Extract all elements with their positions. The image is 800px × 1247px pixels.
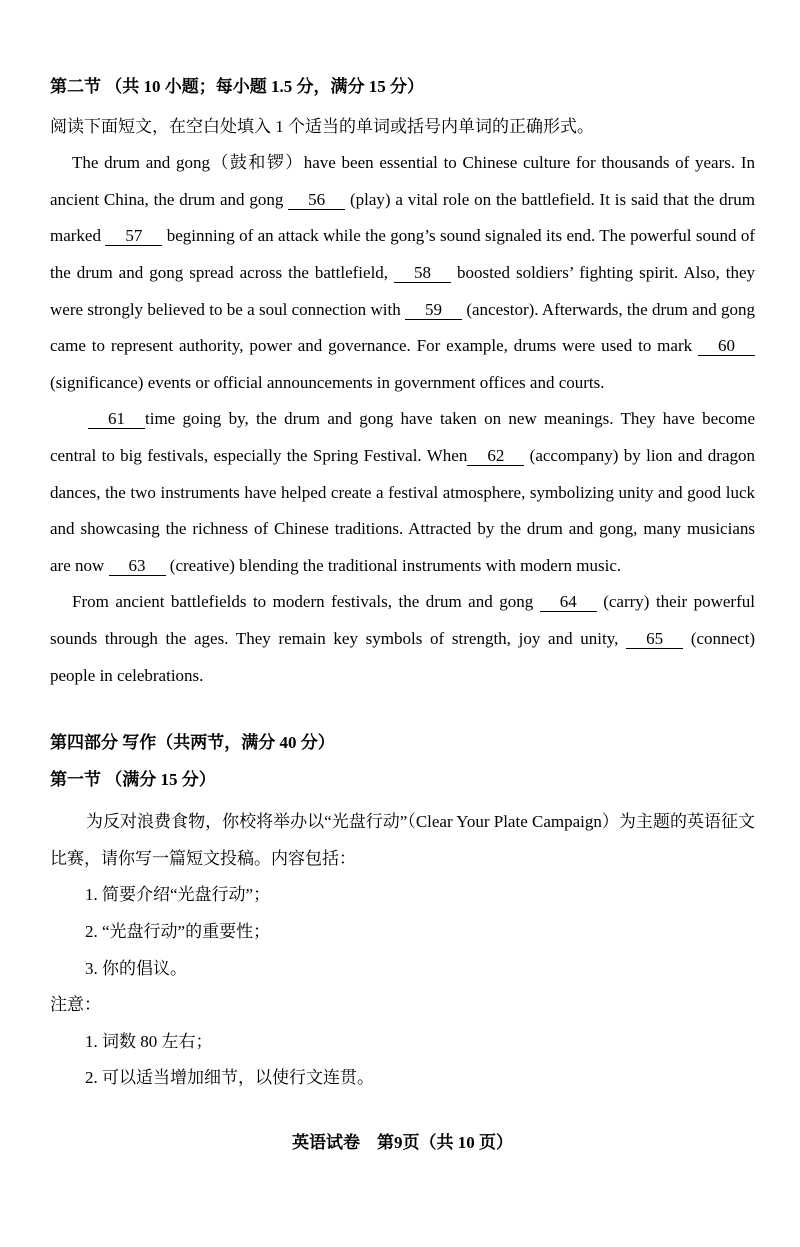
fill-in-blank-62: 62 — [467, 446, 524, 466]
fill-in-blank-61: 61 — [88, 409, 145, 429]
writing-point-2: 2. “光盘行动”的重要性； — [85, 922, 271, 942]
fill-in-blank-63: 63 — [109, 556, 166, 576]
passage-paragraph-1: The drum and gong（鼓和锣）have been essential to Chinese culture for thousands of years. In ancient China, the drum and gong 56 (play) a vital role on the battlefield. It is said that the drum marked 57 beginning of an attack while the gong’s sound signaled its end. The powerful sound of the drum and gong spread across the battlefield, 58 boosted soldiers’ fighting spirit. Also, they were strongly believed to be a soul connection with 59 (ancestor). Afterwards, the drum and gong came to represent authority, power and governance. For example, drums were used to mark 60 (significance) events or official announcements in government offices and courts. — [50, 153, 756, 392]
writing-point-3: 3. 你的倡议。 — [85, 958, 187, 978]
writing-point-1: 1. 简要介绍“光盘行动”； — [85, 885, 271, 905]
fill-in-blank-64: 64 — [540, 592, 597, 612]
fill-in-blank-56: 56 — [288, 190, 345, 210]
fill-in-blank-59: 59 — [405, 300, 462, 320]
note-2: 2. 可以适当增加细节，以使行文连贯。 — [85, 1068, 374, 1088]
fill-in-blank-58: 58 — [394, 263, 451, 283]
section4-heading: 第四部分 写作（共两节，满分 40 分） — [50, 733, 335, 753]
passage-paragraph-2: 61 time going by, the drum and gong have taken on new meanings. They have become central to big festivals, especially the Spring Festival. When 62 (accompany) by lion and dragon dances, the two instruments have helped create a festival atmosphere, symbolizing unity and good luck and showcasing the richness of Chinese traditions. Attracted by the drum and gong, many musicians are now 63 (creative) blending the traditional instruments with modern music. — [50, 409, 755, 575]
writing-task-intro: 为反对浪费食物，你校将举办以“光盘行动”（Clear Your Plate Campaign）为主题的英语征文比赛，请你写一篇短文投稿。内容包括： — [50, 812, 755, 868]
notes-label: 注意： — [50, 995, 101, 1015]
page-footer: 英语试卷 第9页（共 10 页） — [292, 1133, 513, 1153]
fill-in-blank-65: 65 — [626, 629, 683, 649]
section4-subheading: 第一节 （满分 15 分） — [50, 769, 216, 789]
fill-in-blank-57: 57 — [105, 226, 162, 246]
note-1: 1. 词数 80 左右； — [85, 1031, 213, 1051]
passage-paragraph-3: From ancient battlefields to modern festivals, the drum and gong 64 (carry) their powerful sounds through the ages. They remain key symbols of strength, joy and unity, 65 (connect) people in celebrations. — [50, 592, 755, 685]
section2-heading: 第二节 （共 10 小题；每小题 1.5 分，满分 15 分） — [50, 77, 424, 96]
section2-instruction: 阅读下面短文，在空白处填入 1 个适当的单词或括号内单词的正确形式。 — [50, 116, 594, 136]
fill-in-blank-60: 60 — [698, 336, 755, 356]
